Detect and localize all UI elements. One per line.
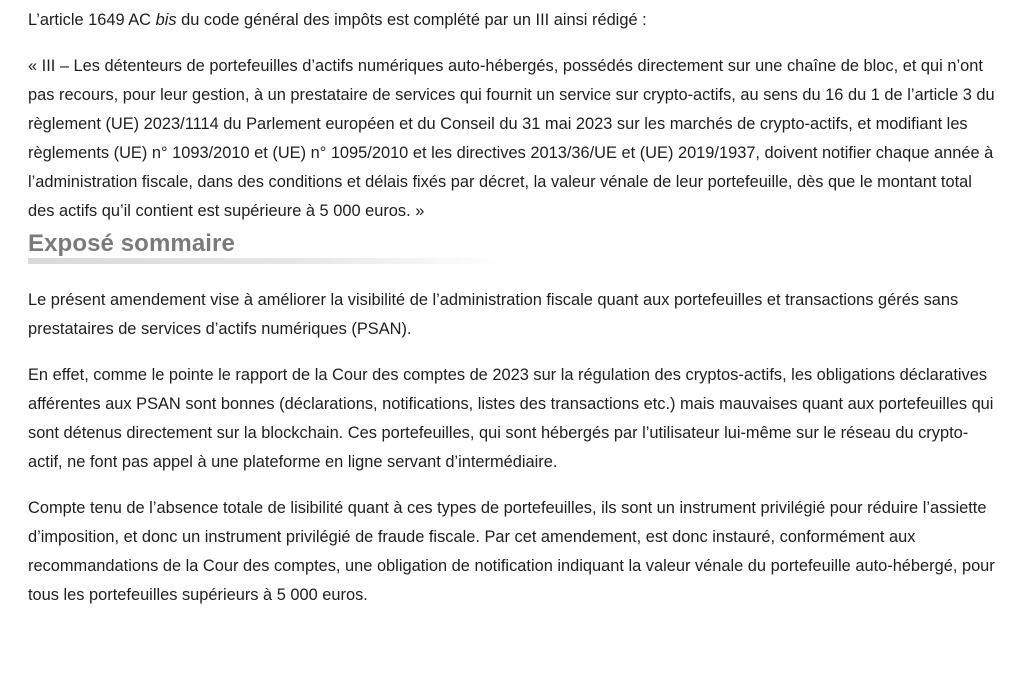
section-heading-block (28, 228, 1000, 266)
intro-italic-bis: bis (155, 11, 177, 29)
summary-paragraph: Le présent amendement vise à améliorer la visibilité de l’administration fiscale quant aux portefeuilles et transactions gérés sans prestataires de services d’actifs numériques (PSAN). (28, 291, 959, 338)
section-heading: Exposé sommaire (28, 230, 235, 257)
summary-paragraph: En effet, comme le pointe le rapport de la Cour des comptes de 2023 sur la régulation des cryptos-actifs, les obligations déclaratives afférentes aux PSAN sont bonnes (déclarations, notifications, listes des transactions etc.) mais mauvaises quant aux portefeuilles qui sont détenus directement sur la blockchain. Ces portefeuilles, qui sont hébergés par l’utilisateur lui-même sur le réseau du crypto-actif, ne font pas appel à une plateforme en ligne servant d’intermédiaire. (28, 366, 994, 471)
summary-paragraph: Compte tenu de l’absence totale de lisibilité quant à ces types de portefeuilles, ils sont un instrument privilégié pour réduire l’assiette d’imposition, et donc un instrument privilégié de fraude fiscale. Par cet amendement, est donc instauré, conformément aux recommandations de la Cour des comptes, une obligation de notification indiquant la valeur vénale du portefeuille auto-hébergé, pour tous les portefeuilles supérieurs à 5 000 euros. (28, 499, 995, 604)
intro-paragraph (28, 6, 1000, 35)
article-quote: « III – Les détenteurs de portefeuilles d’actifs numériques auto-hébergés, possédés directement sur une chaîne de bloc, et qui n’ont pas recours, pour leur gestion, à un prestataire de services qui fournit un service sur crypto-actifs, au sens du 16 du 1 de l’article 3 du règlement (UE) 2023/1114 du Parlement européen et du Conseil du 31 mai 2023 sur les marchés de crypto-actifs, et modifiant les règlements (UE) n° 1093/2010 et (UE) n° 1095/2010 et les directives 2013/36/UE et (UE) 2019/1937, doivent notifier chaque année à l’administration fiscale, dans des conditions et délais fixés par décret, la valeur vénale de leur portefeuille, dès que le montant total des actifs qu’il contient est supérieure à 5 000 euros. » (28, 57, 995, 220)
intro-text-after: du code général des impôts est complété par un III ainsi rédigé : (176, 11, 647, 29)
intro-text-before: L’article 1649 AC (28, 11, 156, 29)
